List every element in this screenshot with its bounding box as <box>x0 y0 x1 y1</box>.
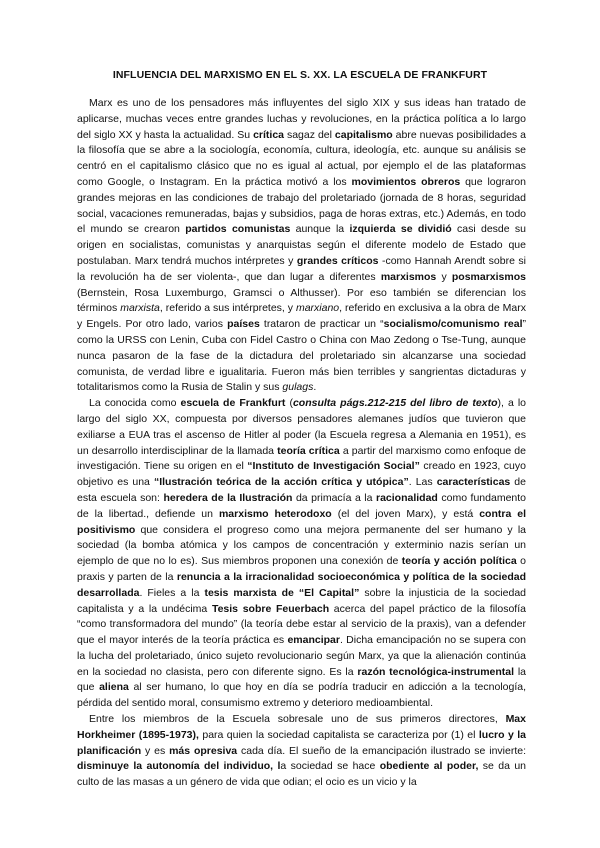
bold-text: países <box>227 318 260 331</box>
bold-text: heredera de la Ilustración <box>163 491 293 504</box>
paragraph-horkheimer <box>77 712 526 791</box>
bold-text: características <box>436 476 511 489</box>
emphasis-text: consulta págs.212-215 del libro de texto <box>292 397 498 410</box>
text-run: La conocida como <box>89 397 181 410</box>
text-run: . Dicha emancipación no se supera con la lucha del proletariado, único sujeto revolucionario según Marx, ya que la alienación continúa en la sociedad no clasista, pero con diferente signo. Es la <box>77 634 526 678</box>
bold-text: socialismo/comunismo real <box>383 318 523 331</box>
bold-text: capitalismo <box>334 128 393 141</box>
text-run: a sociedad se hace <box>280 760 380 773</box>
text-run: o praxis y parten de la <box>77 555 526 583</box>
text-run: da primacía a la <box>292 491 376 504</box>
text-run: y es <box>141 744 170 757</box>
bold-text: emancipar <box>287 634 340 647</box>
bold-text: renuncia a la irracionalidad socioeconómica y política de la sociedad desarrollada <box>77 570 527 599</box>
bold-text: lucro y la planificación <box>77 728 527 757</box>
document-title: INFLUENCIA DEL MARXISMO EN EL S. XX. LA ESCUELA DE FRANKFURT <box>112 69 488 81</box>
bold-text: “Ilustración teórica de la acción crítica y utópica” <box>153 476 409 489</box>
paragraph-frankfurt-school <box>77 396 526 712</box>
text-run: , referido a sus intérpretes, y <box>159 302 296 315</box>
text-run: . <box>313 381 317 394</box>
bold-text: tesis marxista de “El Capital” <box>204 586 360 599</box>
text-run: . Fieles a la <box>139 586 205 599</box>
text-run: ” como la URSS con Lenin, Cuba con Fidel Castro o China con Mao Zedong o Tse-Tung, aunque nunca pasaron de la fase de la dictadura del proletariado sin alcanzarse una sociedad comunista, de verdad libre e igualitaria. Fueron más bien terribles y sangrientas dictaduras y totalitarismos como la Rusia de Stalin y sus <box>77 318 527 394</box>
bold-text: posmarxismos <box>451 270 526 283</box>
document-body <box>77 96 526 791</box>
emphasis-run <box>293 397 498 409</box>
text-run: (Bernstein, Rosa Luxemburgo, Gramsci o Althusser). Por eso también se diferencian los términos <box>77 286 526 315</box>
text-run: como fundamento de la libertad., defiende un <box>77 491 527 520</box>
text-run: que lograron grandes mejoras en las condiciones de trabajo del proletariado (jornada de 8 horas, seguridad social, vacaciones remuneradas, bajas y subsidios, paga de horas extras, etc.) Además, en todo el mundo se crearon <box>77 175 526 236</box>
text-run: cada día. El sueño de la emancipación ilustrado se invierte: <box>237 744 527 757</box>
text-run: que considera el progreso como una mejora permanente del ser humano y la sociedad (la bomba atómica y los campos de concentración y exterminio nazis serían un ejemplo de que no lo es). Sus miembros proponen una conexión de <box>77 523 526 568</box>
bold-text: marxismos <box>380 270 437 283</box>
bold-text: crítica <box>253 128 284 141</box>
text-run: casi desde su origen en socialistas, comunistas y anarquistas según el diferente modelo de Estado que postulaban. Marx tendrá muchos intérpretes y <box>77 223 527 267</box>
text-run: al ser humano, lo que hoy en día se podría traducir en adicción a la tecnología, pérdida del sentido moral, consumismo extremo y deterioro medioambiental. <box>77 681 526 710</box>
text-run: y <box>436 270 452 283</box>
text-run: para quien la sociedad capitalista se caracteriza por (1) el <box>198 728 479 741</box>
bold-text: Max Horkheimer (1895-1973), <box>77 713 526 741</box>
bold-text: más opresiva <box>169 744 238 757</box>
italic-text: marxiano <box>295 302 340 315</box>
bold-text: teoría crítica <box>277 444 340 457</box>
bold-text: partidos comunistas <box>185 223 291 236</box>
bold-text: movimientos obreros <box>351 175 461 188</box>
text-run: abre nuevas posibilidades a la filosofía que se abre a la sociología, economía, cultura, ideología, etc. aunque su análisis se centró en el capitalismo clásico que no es igual al actual, por ejemplo el de las plataformas como Google, o Instagram. En la práctica motivó a los <box>77 128 526 188</box>
bold-text: racionalidad <box>375 491 438 504</box>
text-run: , referido en exclusiva a la obra de Marx y Engels. Por otro lado, varios <box>77 302 527 331</box>
text-run: -como Hannah Arendt sobre si la revolución ha de ser violenta-, que dan lugar a diferentes <box>77 254 526 283</box>
text-run: se da un culto de las masas a un género de vida que odian; el ocio es un vicio y la <box>77 760 527 789</box>
bold-text: obediente al poder, <box>379 760 479 773</box>
italic-text: gulags <box>282 381 314 394</box>
text-run: la que <box>77 665 526 694</box>
bold-text: aliena <box>99 681 129 694</box>
text-run: a partir del marxismo como enfoque de investigación. Tiene su origen en el <box>77 444 526 473</box>
text-run: ( <box>285 397 293 410</box>
text-run: sobre la injusticia de la sociedad capitalista y a la undécima <box>77 586 527 615</box>
paragraph-marx-influence <box>77 96 526 396</box>
text-run: de esta escuela son: <box>77 476 526 504</box>
bold-text: marxismo heterodoxo <box>218 507 332 520</box>
bold-text: grandes críticos <box>296 254 379 267</box>
text-run: Entre los miembros de la Escuela sobresale uno de sus primeros directores, <box>89 713 506 726</box>
text-run: sagaz del <box>284 128 335 141</box>
bold-text: contra el positivismo <box>77 507 527 536</box>
bold-text: razón tecnológica-instrumental <box>357 665 515 678</box>
text-run: creado en 1923, cuyo objetivo es una <box>77 460 526 489</box>
bold-text: disminuye la autonomía del individuo, l <box>77 760 281 773</box>
italic-text: marxista <box>120 302 160 315</box>
text-run: trataron de practicar un “ <box>259 318 384 331</box>
bold-text: Tesis sobre Feuerbach <box>211 602 330 615</box>
text-run: ), a lo largo del siglo XX, compuesta por diversos pensadores alemanes judíos que tuvieron que exiliarse a EUA tras el ascenso de Hitler al poder (la Escuela regresa a Alemania en 1951), es un desarrollo interdisciplinar de la llamada <box>77 397 527 457</box>
text-run: . Las <box>408 476 437 489</box>
bold-text: teoría y acción política <box>401 555 517 568</box>
bold-text: escuela de Frankfurt <box>180 397 286 410</box>
text-run: aunque la <box>290 223 350 236</box>
bold-text: izquierda se dividió <box>349 223 452 236</box>
text-run: Marx es uno de los pensadores más influyentes del siglo XIX y sus ideas han tratado de aplicarse, muchas veces entre grandes luchas y revoluciones, en la práctica política a lo largo del siglo XX y hasta la actualidad. Su <box>77 97 526 141</box>
text-run: acerca del papel práctico de la filosofía “como transformadora del mundo” (la teoría debe estar al servicio de la praxis), van a defender que el mayor interés de la teoría práctica es <box>77 602 526 647</box>
bold-text: “Instituto de Investigación Social” <box>247 460 420 473</box>
text-run: (el del joven Marx), y está <box>331 507 480 520</box>
